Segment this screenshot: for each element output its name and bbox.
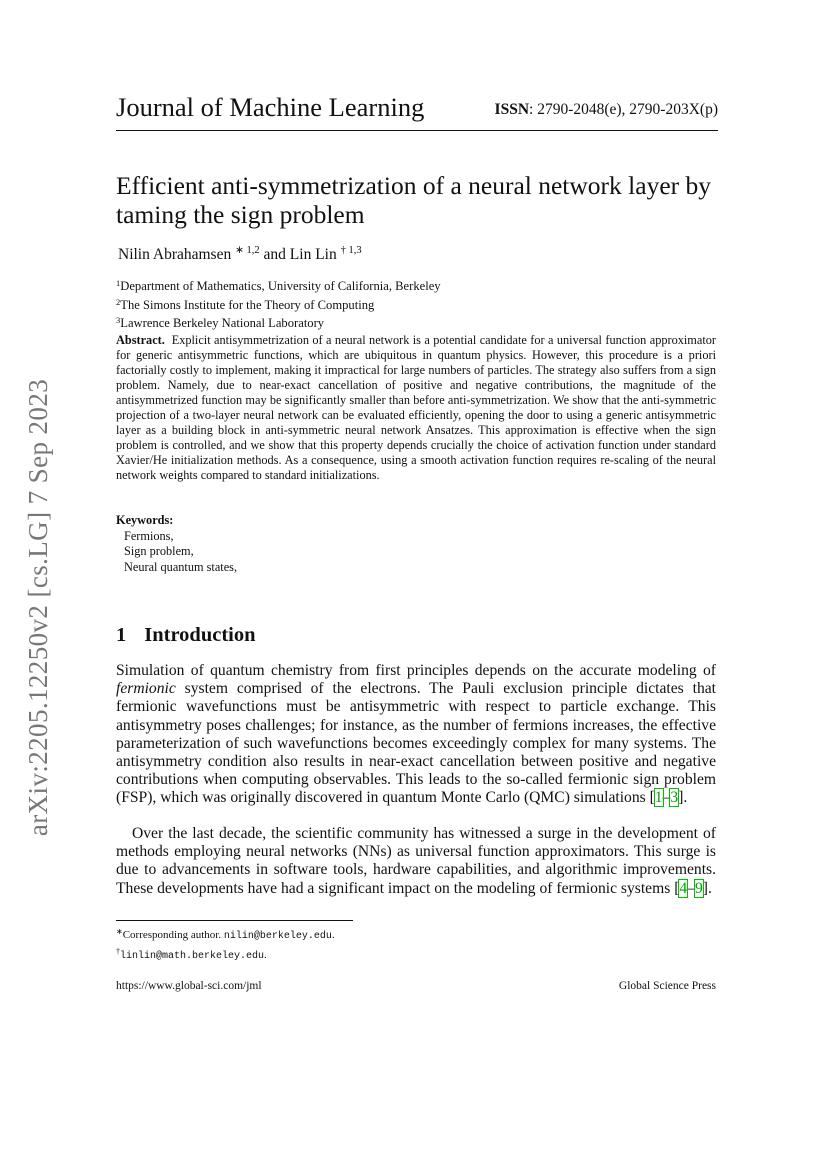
paragraph-text: Simulation of quantum chemistry from first principles depends on the accurate modeling of (116, 662, 716, 679)
affiliation (116, 295, 441, 314)
affiliation-number: 1 (116, 278, 121, 288)
footnote-period: . (331, 929, 335, 941)
citation-link[interactable]: 9 (694, 879, 703, 897)
email-address[interactable]: linlin@math.berkeley.edu (120, 951, 265, 962)
author-marks: † 1,3 (340, 245, 362, 256)
citation-link[interactable]: 1 (654, 789, 663, 807)
footnote (116, 944, 335, 964)
keywords (116, 513, 237, 575)
affiliation-number: 3 (116, 315, 121, 325)
citation-dash: – (662, 789, 671, 807)
issn (495, 101, 718, 119)
keyword: Sign problem, (124, 544, 194, 558)
abstract (116, 333, 716, 483)
footnote-rule (116, 920, 353, 921)
affiliation-text: Lawrence Berkeley National Laboratory (120, 316, 325, 330)
journal-name: Journal of Machine Learning (116, 92, 425, 122)
affiliation-text: The Simons Institute for the Theory of Computing (120, 297, 375, 312)
affiliations (116, 276, 441, 332)
citation-dash: – (687, 879, 695, 897)
section-heading (116, 624, 256, 647)
paragraph-text: ]. (702, 879, 712, 897)
citation-link[interactable]: 4 (679, 879, 688, 897)
affiliation (116, 313, 441, 332)
issn-value: : 2790-2048(e), 2790-203X(p) (529, 101, 718, 118)
footnote-mark: † (116, 947, 120, 956)
footnote-text: Corresponding author. (122, 929, 224, 941)
affiliation (116, 276, 441, 295)
section-title: Introduction (144, 624, 256, 646)
issn-label: ISSN (494, 101, 530, 118)
footer-publisher: Global Science Press (618, 980, 716, 992)
keyword: Neural quantum states, (124, 559, 238, 574)
author-name: Lin Lin (289, 246, 337, 263)
section-number: 1 (116, 624, 127, 646)
affiliation-text: Department of Mathematics, University of California, Berkeley (120, 279, 441, 293)
author-marks: ∗ 1,2 (235, 245, 260, 256)
author-name: Nilin Abrahamsen (118, 246, 232, 263)
author-line (118, 244, 362, 264)
header-rule (116, 130, 718, 131)
emphasis-text: fermionic (116, 680, 176, 698)
footnote (116, 924, 335, 944)
author-conjunction: and (263, 246, 286, 263)
abstract-text: Explicit antisymmetrization of a neural network is a potential candidate for a universal function approximator for generic antisymmetric functions, which are ubiquitous in quantum physics. However, this procedure is a priori factorially costly to implement, making it impractical for large numbers of particles. The strategy also suffers from a sign problem. Namely, due to near-exact cancellation of positive and negative contributions, the magnitude of the antisymmetrized function may be significantly smaller than before anti-symmetrization. We show that the anti-symmetric projection of a two-layer neural network can be evaluated efficiently, opening the door to using a generic antisymmetric layer as a building block in anti-symmetric neural network Ansatzes. This approximation is effective when the sign problem is controlled, and we show that this property depends crucially the choice of activation function under standard Xavier/He initialization methods. As a consequence, using a smooth activation function requires re-scaling of the neural network weights compared to standard initializations. (116, 333, 716, 482)
affiliation-number: 2 (116, 296, 121, 307)
arxiv-stamp-text: arXiv:2205.12250v2 [cs.LG] 7 Sep 2023 (23, 378, 54, 836)
paragraph-text: Over the last decade, the scientific community has witnessed a surge in the development of methods employing neural networks (NNs) as universal function approximators. This surge is due to advancements in software tools, hardware capabilities, and algorithmic improvements. These developments have had a significant impact on the modeling of fermionic systems [ (116, 825, 716, 897)
footnote-period: . (264, 949, 267, 961)
paragraph-text: ]. (678, 789, 688, 807)
paragraph-text: system comprised of the electrons. The Pauli exclusion principle dictates that fermionic wavefunctions must be antisymmetric with respect to particle exchange. This antisymmetry poses challenges; for instance, as the number of fermions increases, the effective parameterization of such wavefunctions becomes exceedingly complex for many systems. The antisymmetry condition also results in near-exact cancellation between positive and negative contributions when computing observables. This leads to the so-called fermionic sign problem (FSP), which was originally discovered in quantum Monte Carlo (QMC) simulations [ (116, 680, 716, 807)
citation-link[interactable]: 3 (670, 789, 679, 807)
footer-url[interactable]: https://www.global-sci.com/jml (116, 980, 262, 992)
body-paragraph (116, 825, 716, 898)
footnote-mark: ∗ (116, 927, 123, 936)
keyword: Fermions, (124, 528, 174, 543)
paper-title: Efficient anti-symmetrization of a neural network layer by taming the sign problem (116, 171, 712, 229)
keywords-label: Keywords: (116, 513, 174, 527)
body-paragraph (116, 662, 716, 808)
footnotes (116, 924, 335, 964)
email-address[interactable]: nilin@berkeley.edu (223, 931, 332, 942)
arxiv-side-stamp (16, 372, 62, 842)
abstract-label: Abstract. (116, 333, 165, 347)
